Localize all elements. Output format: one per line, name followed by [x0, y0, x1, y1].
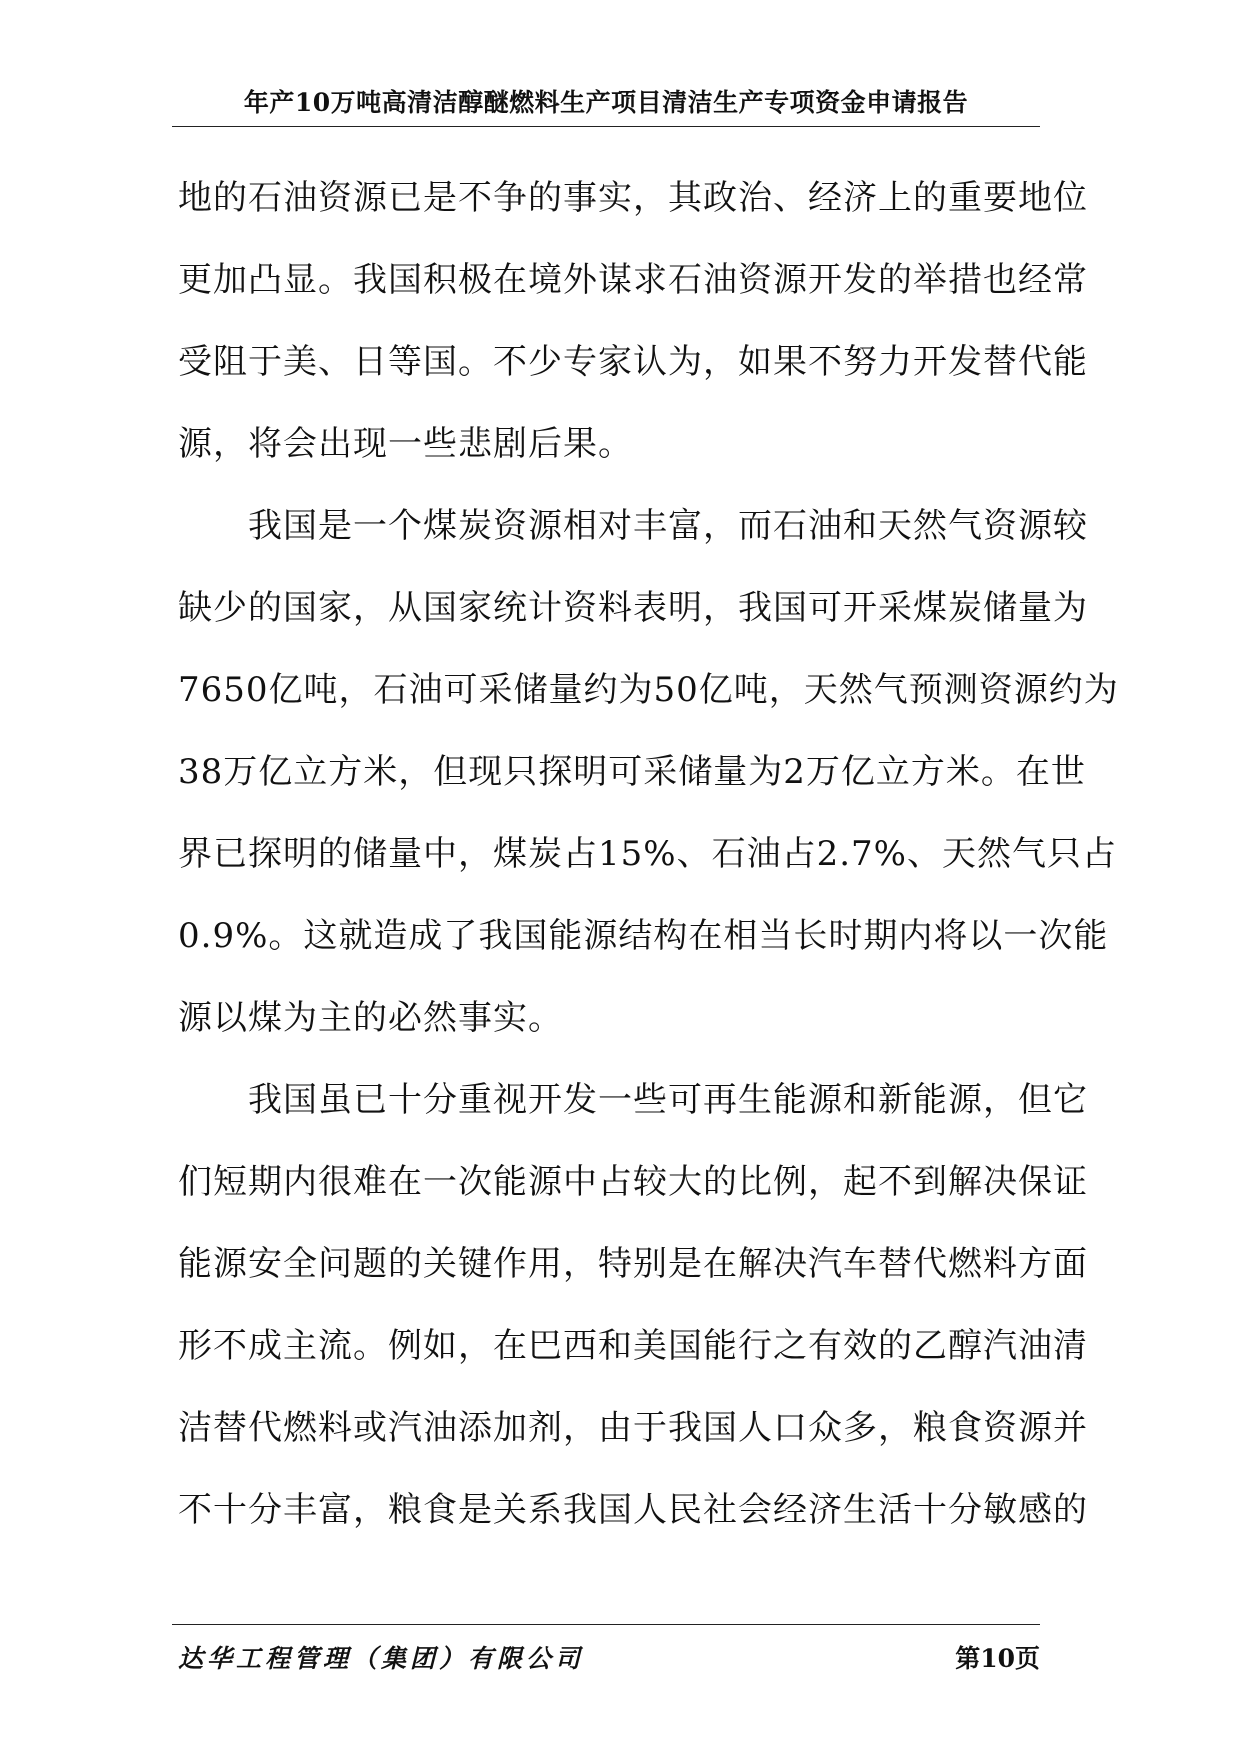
page-footer: [172, 1624, 1040, 1675]
text-line: 洁替代燃料或汽油添加剂，由于我国人口众多，粮食资源并: [178, 1408, 1088, 1448]
body-text: [178, 176, 1119, 1570]
text-line: 源，将会出现一些悲剧后果。: [178, 424, 633, 464]
page-number: 第10页: [955, 1644, 1040, 1673]
text-line: 源以煤为主的必然事实。: [178, 998, 563, 1038]
report-title: 年产10万吨高清洁醇醚燃料生产项目清洁生产专项资金申请报告: [243, 88, 969, 117]
text-line: 7650亿吨，石油可采储量约为50亿吨，天然气预测资源约为: [178, 670, 1119, 710]
company-name: 达华工程管理（集团）有限公司: [178, 1644, 585, 1673]
text-line: 能源安全问题的关键作用，特别是在解决汽车替代燃料方面: [178, 1244, 1088, 1284]
text-line: 0.9%。这就造成了我国能源结构在相当长时期内将以一次能: [178, 916, 1109, 956]
text-line: 界已探明的储量中，煤炭占15%、石油占2.7%、天然气只占: [178, 834, 1117, 874]
text-line: 我国是一个煤炭资源相对丰富，而石油和天然气资源较: [178, 506, 1088, 546]
text-line: 形不成主流。例如，在巴西和美国能行之有效的乙醇汽油清: [178, 1326, 1088, 1366]
text-line: 不十分丰富，粮食是关系我国人民社会经济生活十分敏感的: [178, 1490, 1088, 1530]
text-line: 地的石油资源已是不争的事实，其政治、经济上的重要地位: [178, 178, 1088, 218]
text-line: 38万亿立方米，但现只探明可采储量为2万亿立方米。在世: [178, 752, 1086, 792]
text-line: 更加凸显。我国积极在境外谋求石油资源开发的举措也经常: [178, 260, 1088, 300]
text-line: 受阻于美、日等国。不少专家认为，如果不努力开发替代能: [178, 342, 1088, 382]
text-line: 们短期内很难在一次能源中占较大的比例，起不到解决保证: [178, 1162, 1088, 1202]
text-line: 我国虽已十分重视开发一些可再生能源和新能源，但它: [178, 1080, 1088, 1120]
text-line: 缺少的国家，从国家统计资料表明，我国可开采煤炭储量为: [178, 588, 1088, 628]
page-header: [172, 86, 1040, 127]
